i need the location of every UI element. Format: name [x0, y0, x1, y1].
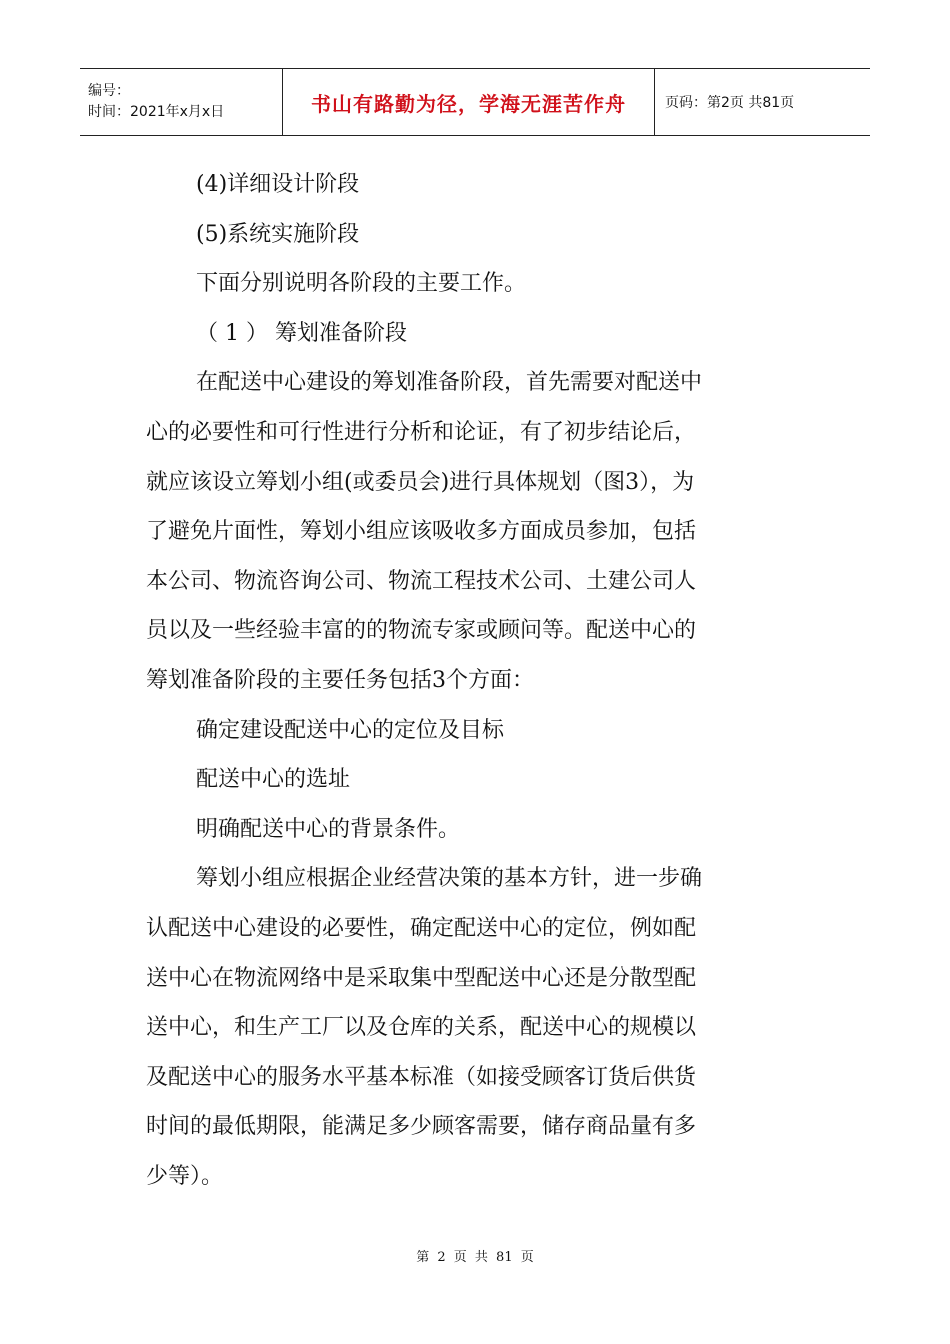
document-body: [146, 160, 810, 1201]
header-page-info: 页码：第2页 共81页: [665, 95, 795, 111]
text-line: 认配送中心建设的必要性，确定配送中心的定位，例如配: [146, 915, 697, 941]
text-line: 筹划准备阶段的主要任务包括3个方面：: [146, 667, 534, 693]
text-line: 少等）。: [146, 1163, 224, 1189]
header-meta: [80, 69, 283, 135]
text-line: 在配送中心建设的筹划准备阶段，首先需要对配送中: [196, 370, 703, 396]
text-line: 及配送中心的服务水平基本标准（如接受顾客订货后供货: [146, 1064, 697, 1090]
text-line: 了避免片面性，筹划小组应该吸收多方面成员参加，包括: [146, 519, 697, 545]
document-date: 时间：2021年x月x日: [88, 104, 225, 120]
text-line: (4)详细设计阶段: [196, 172, 360, 197]
list-item: 确定建设配送中心的定位及目标: [196, 717, 505, 743]
list-item: 配送中心的选址: [196, 767, 351, 793]
section-heading: （ 1 ） 筹划准备阶段: [196, 320, 407, 346]
header-motto: 书山有路勤为径，学海无涯苦作舟: [311, 91, 626, 116]
text-line: 下面分别说明各阶段的主要工作。: [196, 271, 527, 297]
text-line: 时间的最低期限，能满足多少顾客需要，储存商品量有多: [146, 1114, 697, 1140]
text-line: 送中心在物流网络中是采取集中型配送中心还是分散型配: [146, 965, 697, 991]
text-line: 就应该设立筹划小组(或委员会)进行具体规划（图3），为: [146, 469, 695, 495]
text-line: (5)系统实施阶段: [196, 221, 360, 247]
text-line: 送中心，和生产工厂以及仓库的关系，配送中心的规模以: [146, 1015, 697, 1041]
document-number-label: 编号：: [88, 83, 130, 99]
page-footer: 第 2 页 共 81 页: [416, 1250, 534, 1265]
text-line: 本公司、物流咨询公司、物流工程技术公司、土建公司人: [146, 568, 697, 594]
list-item: 明确配送中心的背景条件。: [196, 816, 461, 842]
text-line: 筹划小组应根据企业经营决策的基本方针，进一步确: [196, 866, 703, 892]
header-motto-cell: [283, 69, 655, 135]
page-header: [80, 68, 870, 136]
text-line: 员以及一些经验丰富的的物流专家或顾问等。配送中心的: [146, 618, 697, 644]
header-page-info-cell: [655, 69, 870, 135]
text-line: 心的必要性和可行性进行分析和论证，有了初步结论后，: [146, 419, 697, 445]
